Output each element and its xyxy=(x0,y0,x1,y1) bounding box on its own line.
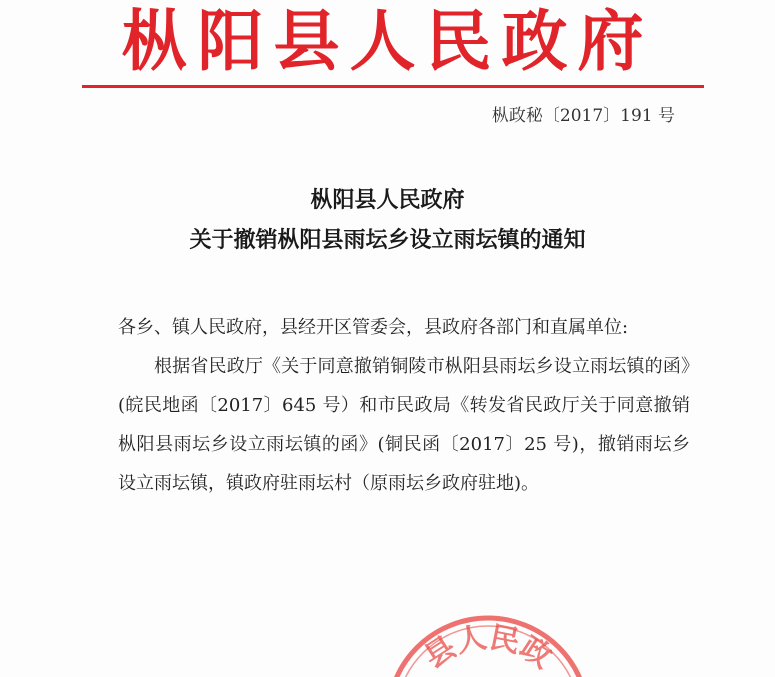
red-divider-line xyxy=(82,85,704,88)
notice-title-line-1: 枞阳县人民政府 xyxy=(310,187,465,213)
seal-text: 县人民政 xyxy=(418,620,558,676)
document-number: 枞政秘〔2017〕191 号 xyxy=(491,106,675,126)
main-paragraph: 根据省民政厅《关于同意撤销铜陵市枞阳县雨坛乡设立雨坛镇的函》(皖民地函〔2017〕645 号）和市民政局《转发省民政厅关于同意撤销枞阳县雨坛乡设立雨坛镇的函》(铜民函〔2017〕25 号)，撤销雨坛乡设立雨坛镇，镇政府驻雨坛村（原雨坛乡政府驻地)。 xyxy=(118,356,690,494)
recipients-paragraph: 各乡、镇人民政府，县经开区管委会，县政府各部门和直属单位: xyxy=(118,317,629,338)
masthead-title: 枞阳县人民政府 xyxy=(121,2,654,80)
seal-ring xyxy=(388,618,588,677)
notice-title xyxy=(80,180,695,260)
notice-title-line-2: 关于撤销枞阳县雨坛乡设立雨坛镇的通知 xyxy=(189,227,586,253)
notice-body xyxy=(118,308,690,503)
official-seal-stamp xyxy=(378,608,598,677)
